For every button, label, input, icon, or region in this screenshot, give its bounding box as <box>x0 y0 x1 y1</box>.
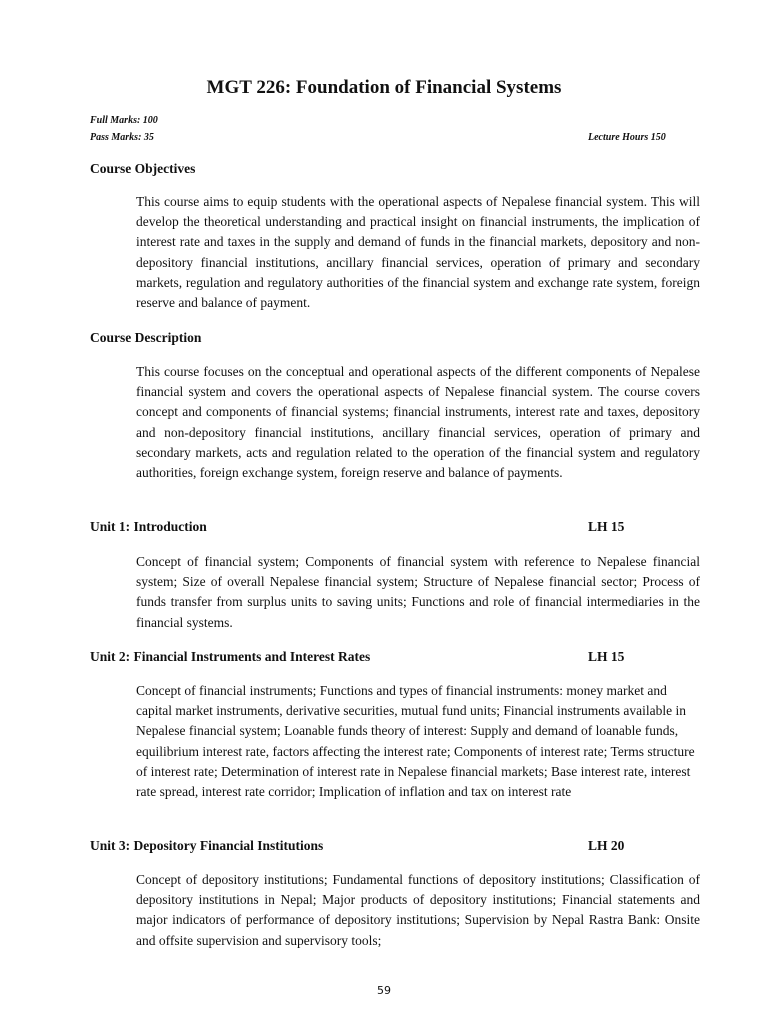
unit-1-lecture-hours: LH 15 <box>588 519 625 534</box>
lecture-hours: Lecture Hours 150 <box>588 132 666 143</box>
description-heading: Course Description <box>90 330 202 345</box>
unit-1-text: Concept of financial system; Components of financial system with reference to Nepalese financial system; Size of overall Nepalese financial system; Structure of Nepalese financial sector; Process of funds transfer from surplus units to saving units; Functions and role of financial intermediaries in the financial systems. <box>136 554 700 630</box>
page-number: 59 <box>377 984 391 997</box>
unit-1-heading: Unit 1: Introduction <box>90 519 207 534</box>
objectives-heading: Course Objectives <box>90 161 196 176</box>
unit-3-lecture-hours: LH 20 <box>588 838 625 853</box>
unit-3-text: Concept of depository institutions; Fundamental functions of depository institutions; Classification of depository institutions in Nepal; Major products of depository institutions; Financial statements and major indicators of performance of depository institutions; Supervision by Nepal Rastra Bank: Onsite and offsite supervision and supervisory tools; <box>136 872 700 948</box>
full-marks: Full Marks: 100 <box>90 115 158 126</box>
unit-2-heading: Unit 2: Financial Instruments and Interest Rates <box>90 649 371 664</box>
unit-2-text: Concept of financial instruments; Functions and types of financial instruments: money market and capital market instruments, derivative securities, mutual fund units; Financial instruments available in Nepalese financial system; Loanable funds theory of interest: Supply and demand of loanable funds, equilibrium interest rate, factors affecting the interest rate; Components of interest rate; Terms structure of interest rate; Determination of interest rate in Nepalese financial markets; Base interest rate, interest rate spread, interest rate corridor; Implication of inflation and tax on interest rate <box>136 683 695 800</box>
description-text: This course focuses on the conceptual and operational aspects of the different components of Nepalese financial system and covers the operational aspects of Nepalese financial system. The course covers concept and components of financial systems; financial instruments, interest rate and taxes, depository and non-depository financial institutions, ancillary financial services, operation of primary and secondary markets, acts and regulation related to the operation of the financial system and regulatory authorities, foreign exchange system, foreign reserve and balance of payments. <box>136 364 700 481</box>
course-title: MGT 226: Foundation of Financial Systems <box>206 77 562 98</box>
pass-marks: Pass Marks: 35 <box>90 132 154 143</box>
objectives-text: This course aims to equip students with the operational aspects of Nepalese financial system. This will develop the theoretical understanding and practical insight on financial instruments, the implication of interest rate and taxes in the supply and demand of funds in the financial markets, depository and non-depository financial institutions, ancillary financial services, operation of primary and secondary markets, regulation and regulatory authorities of the financial system and exchange rate system, foreign reserve and balance of payment. <box>136 194 700 311</box>
unit-2-lecture-hours: LH 15 <box>588 649 625 664</box>
unit-3-heading: Unit 3: Depository Financial Institutions <box>90 838 324 853</box>
